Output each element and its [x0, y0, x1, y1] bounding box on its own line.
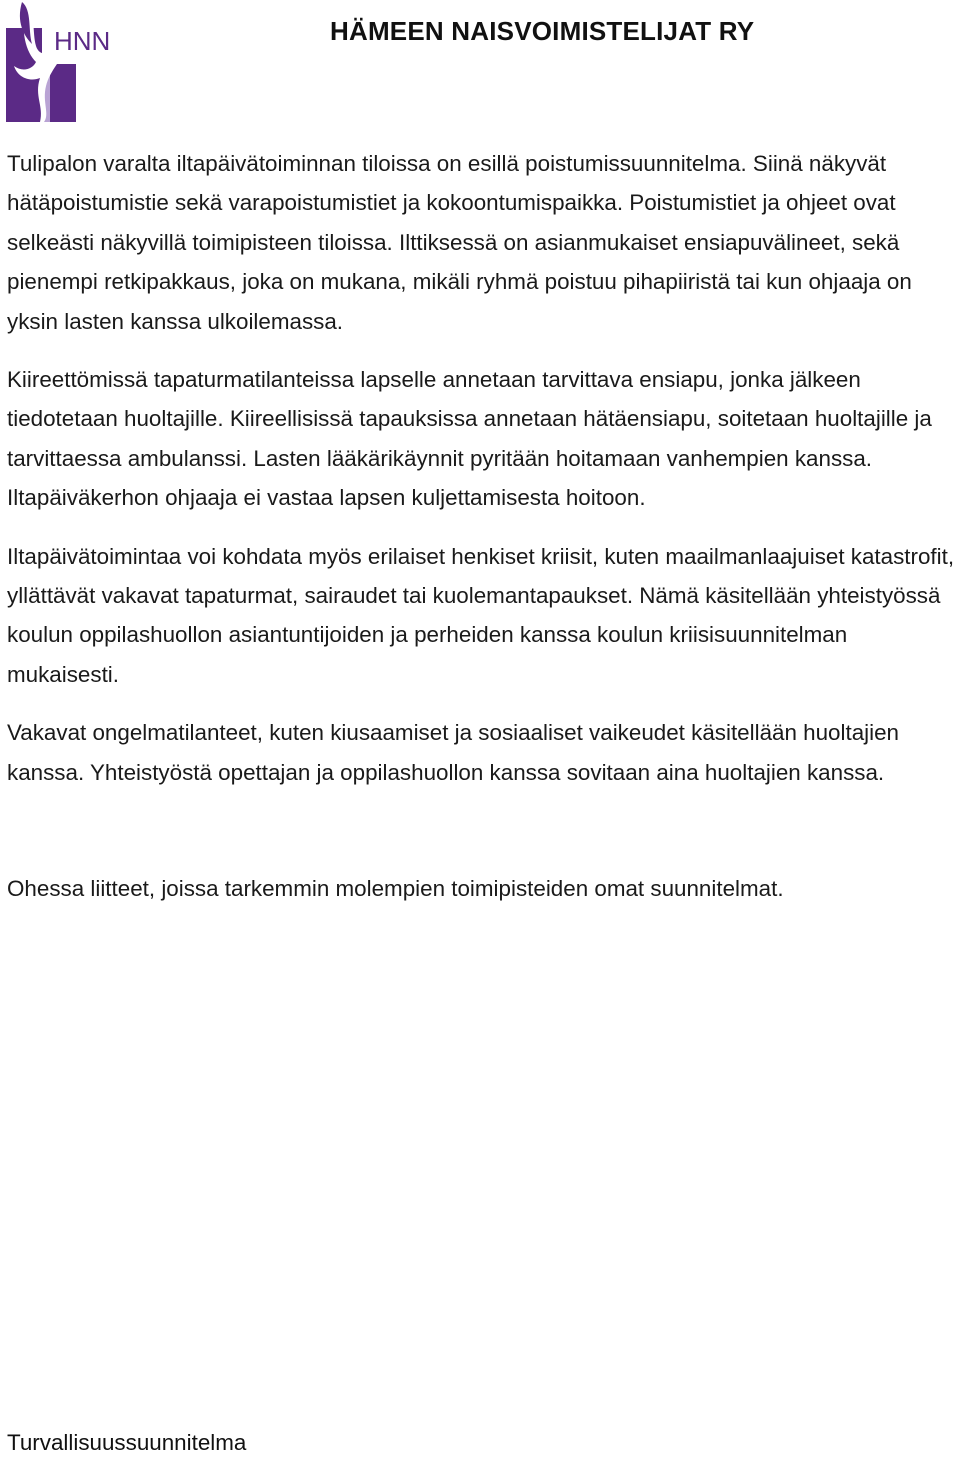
svg-text:HNN: HNN	[54, 26, 111, 56]
paragraph-crises: Iltapäivätoimintaa voi kohdata myös erilaiset henkiset kriisit, kuten maailmanlaajuiset katastrofit, yllättävät vakavat tapaturmat, sairaudet tai kuolemantapaukset. Nämä käsitellään yhteistyössä koulun oppilashuollon asiantuntijoiden ja perheiden kanssa koulun kriisisuunnitelman mukaisesti.	[7, 543, 955, 687]
paragraph-accidents: Kiireettömissä tapaturmatilanteissa lapselle annetaan tarvittava ensiapu, jonka jälkeen tiedotetaan huoltajille. Kiireellisissä tapauksissa annetaan hätäensiapu, soitetaan huoltajille ja tarvittaessa ambulanssi. Lasten lääkärikäynnit pyritään hoitamaan vanhempien kanssa. Iltapäiväkerhon ohjaaja ei vastaa lapsen kuljettamisesta hoitoon.	[7, 367, 932, 511]
footer-heading: Turvallisuussuunnitelma	[7, 1430, 247, 1455]
document-body	[7, 144, 957, 928]
organization-logo	[6, 2, 112, 122]
paragraph-attachments-note: Ohessa liitteet, joissa tarkemmin molempien toimipisteiden omat suunnitelmat.	[7, 876, 784, 902]
paragraph-problem-situations: Vakavat ongelmatilanteet, kuten kiusaamiset ja sosiaaliset vaikeudet käsitellään huoltajien kanssa. Yhteistyöstä opettajan ja oppilashuollon kanssa sovitaan aina huoltajien kanssa.	[7, 720, 900, 785]
blank-line	[7, 811, 957, 869]
organization-title: HÄMEEN NAISVOIMISTELIJAT RY	[330, 16, 755, 46]
paragraph-fire-safety: Tulipalon varalta iltapäivätoiminnan tiloissa on esillä poistumissuunnitelma. Siinä näkyvät hätäpoistumistie sekä varapoistumistiet ja kokoontumispaikka. Poistumistiet ja ohjeet ovat selkeästi näkyvillä toimipisteen tiloissa. Ilttiksessä on asianmukaiset ensiapuvälineet, sekä pienempi retkipakkaus, joka on mukana, mikäli ryhmä poistuu pihapiiristä tai kun ohjaaja on yksin lasten kanssa ulkoilemassa.	[7, 151, 912, 334]
